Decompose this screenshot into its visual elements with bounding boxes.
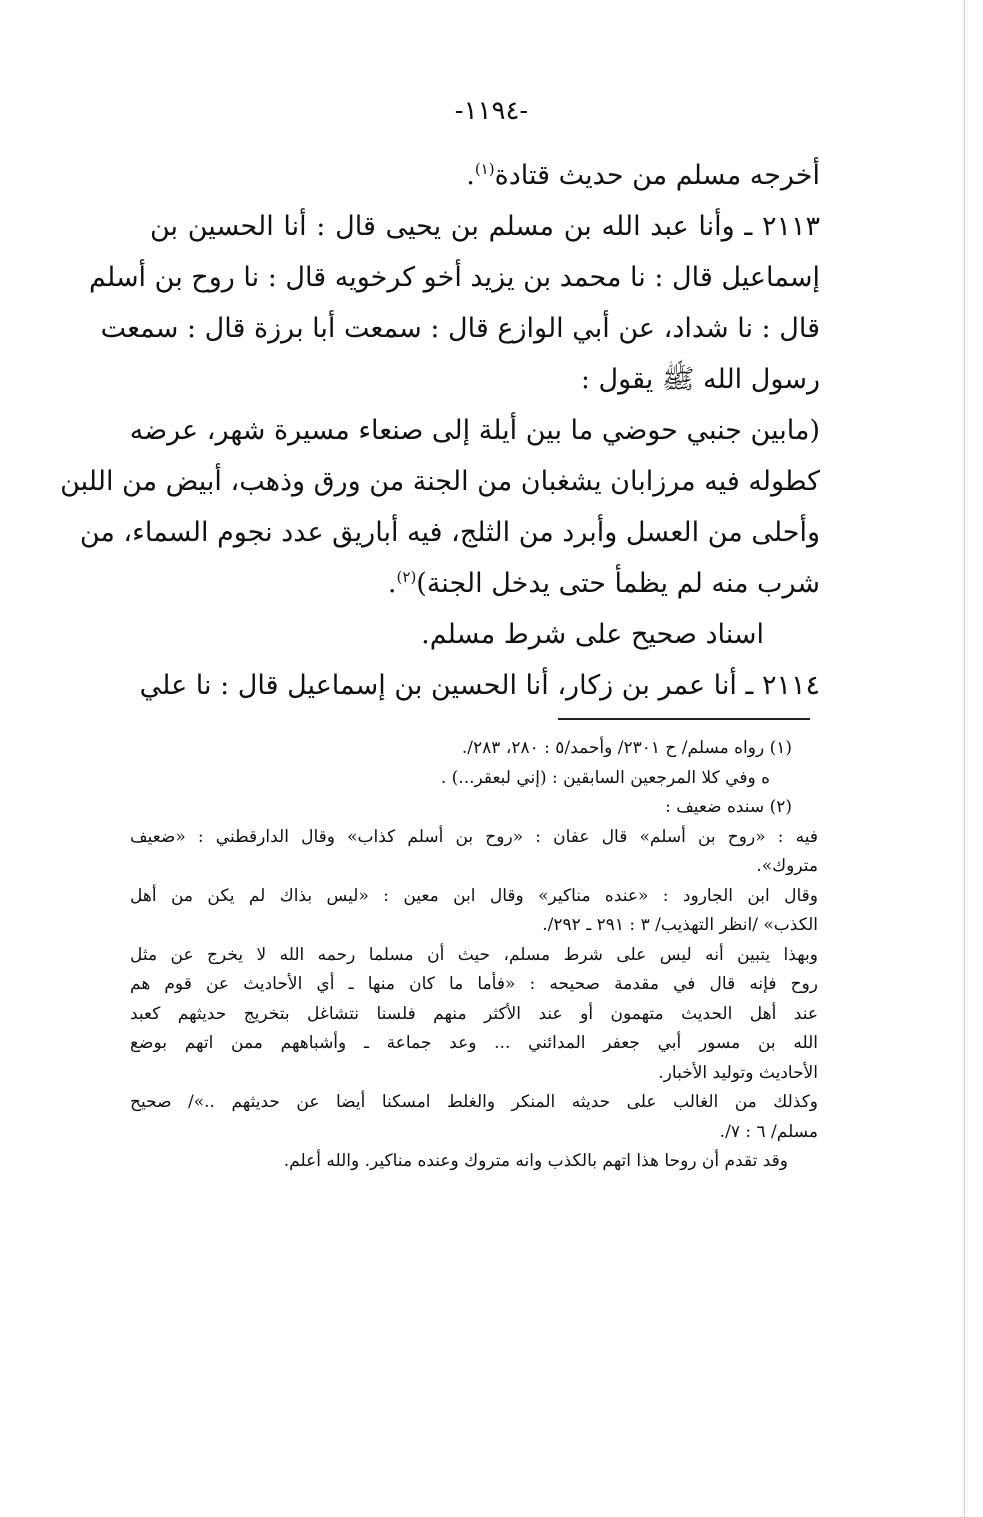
footnote-line-5: متروك».: [756, 856, 818, 876]
footnote-line-2: ه وفي كلا المرجعين السابقين : (إني لبعقر...) .: [440, 767, 770, 788]
footnote-line-8: وبهذا يتبين أنه ليس على شرط مسلم، حيث أن مسلما رحمه الله لا يخرج عن مثل: [130, 944, 818, 965]
footnotes: [130, 734, 818, 1177]
text-line-9-content: شرب منه لم يظمأ حتى يدخل الجنة): [416, 568, 820, 599]
text-line-1-content: أخرجه مسلم من حديث قتادة: [494, 160, 820, 191]
footnote-ref-2: (٢): [396, 568, 417, 586]
text-line-9: [150, 558, 820, 609]
footnote-line-3: (٢) سنده ضعيف :: [665, 797, 792, 817]
footnote-line-1: (١) رواه مسلم/ ح ٢٣٠١/ وأحمد/٥ : ٢٨٠، ٢٨٣/.: [461, 738, 792, 758]
footnote-line-11: الله بن مسور أبي جعفر المدائني ... وعد جماعة ـ وأشباههم ممن اتهم بوضع: [130, 1033, 818, 1053]
footnote-line-7: الكذب» /انظر التهذيب/ ٣ : ٢٩١ ـ ٢٩٢/.: [542, 915, 818, 935]
footnote-ref-1: (١): [474, 160, 495, 178]
footnote-line-4: فيه : «روح بن أسلم» قال عفان : «روح بن أسلم كذاب» وقال الدارقطني : «ضعيف: [130, 826, 818, 847]
footnote-line-9: روح فإنه قال في مقدمة صحيحه : «فأما ما كان منها ـ أي الأحاديث عن قوم هم: [130, 974, 818, 994]
text-line-3: إسماعيل قال : نا محمد بن يزيد أخو كرخويه قال : نا روح بن أسلم: [89, 262, 820, 293]
footnote-line-6: وقال ابن الجارود : «عنده مناكير» وقال ابن معين : «ليس بذاك لم يكن من أهل: [130, 885, 818, 906]
line-1-period: .: [466, 160, 475, 191]
text-line-6: (مابين جنبي حوضي ما بين أيلة إلى صنعاء مسيرة شهر، عرضه: [129, 415, 820, 446]
main-text: [60, 150, 820, 711]
line-9-period: .: [387, 568, 397, 599]
text-line-10: اسناد صحيح على شرط مسلم.: [421, 619, 764, 650]
footnote-line-12: الأحاديث وتوليد الأخبار.: [658, 1062, 818, 1083]
text-line-1: [150, 150, 820, 201]
footnote-line-10: عند أهل الحديث متهمون أو عند الأكثر منهم فلسنا نتشاغل بتخريج حديثهم كعبد: [130, 1003, 818, 1024]
text-line-11: ٢١١٤ ـ أنا عمر بن زكار، أنا الحسين بن إسماعيل قال : نا علي: [139, 670, 820, 701]
text-line-8: وأحلى من العسل وأبرد من الثلج، فيه أباريق عدد نجوم السماء، من: [79, 517, 820, 548]
footnote-line-13: وكذلك من الغالب على حديثه المنكر والغلط امسكنا أيضا عن حديثهم ..»/ صحيح: [130, 1092, 818, 1112]
text-line-2: ٢١١٣ ـ وأنا عبد الله بن مسلم بن يحيى قال : أنا الحسين بن: [150, 211, 820, 242]
page-number: -١١٩٤-: [454, 96, 529, 126]
footnote-line-15: وقد تقدم أن روحا هذا اتهم بالكذب وانه متروك وعنده مناكير. والله أعلم.: [283, 1151, 788, 1171]
text-line-5: رسول الله ﷺ يقول :: [580, 364, 820, 395]
footnote-separator: [558, 718, 810, 720]
margin-dotted-line: [964, 0, 965, 1517]
text-line-4: قال : نا شداد، عن أبي الوازع قال : سمعت أبا برزة قال : سمعت: [100, 313, 820, 344]
text-line-7: كطوله فيه مرزابان يشغبان من الجنة من ورق وذهب، أبيض من اللبن: [60, 466, 820, 497]
footnote-line-14: مسلم/ ٦ : ٧/.: [719, 1121, 818, 1142]
